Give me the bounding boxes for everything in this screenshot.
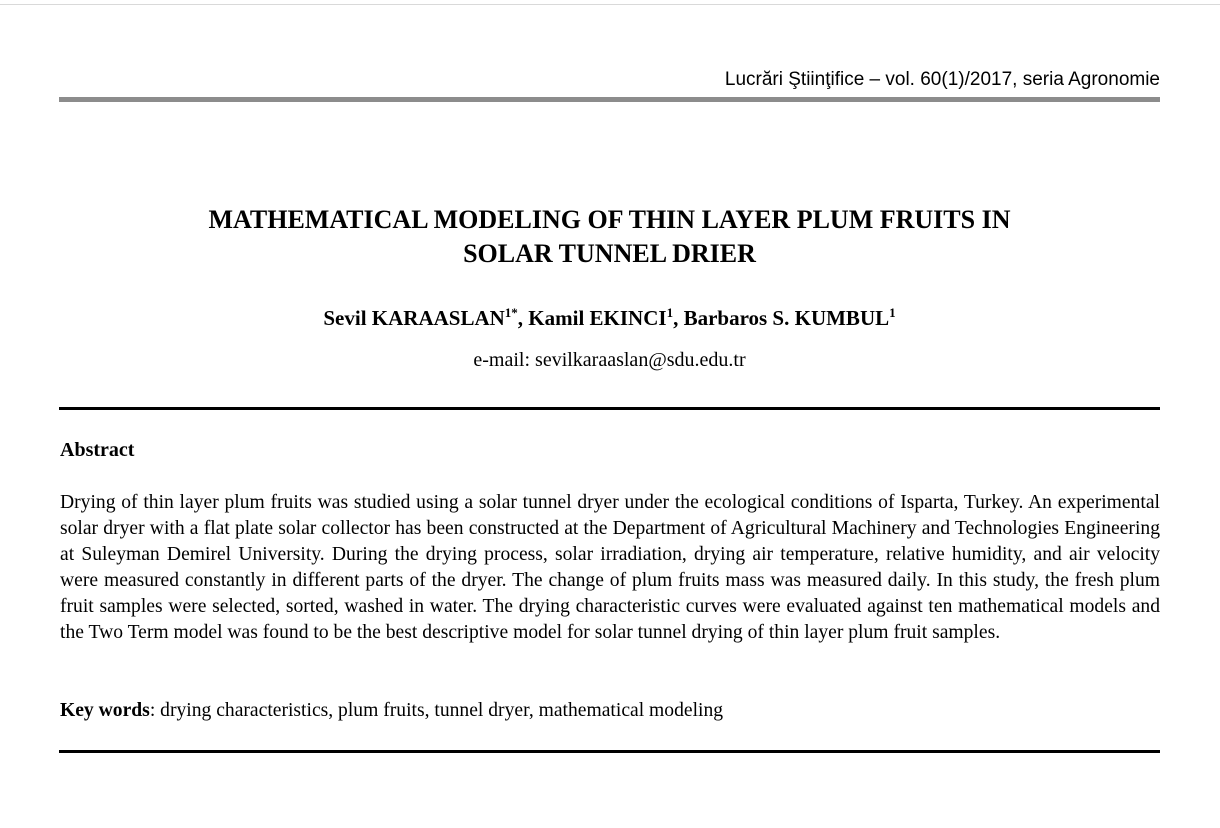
author-name: Kamil EKINCI [528, 306, 667, 330]
author-separator: , [673, 306, 684, 330]
keywords-text: : drying characteristics, plum fruits, tunnel dryer, mathematical modeling [149, 700, 724, 721]
keywords-label: Key words [60, 700, 150, 721]
author-affiliation: 1 [889, 305, 896, 320]
abstract-bottom-rule [59, 750, 1160, 753]
journal-running-header: Lucrări Ştiinţifice – vol. 60(1)/2017, seria Agronomie [724, 69, 1160, 90]
abstract-top-rule [59, 407, 1160, 410]
author-email: e-mail: sevilkaraaslan@sdu.edu.tr [473, 349, 746, 371]
paper-title [59, 203, 1160, 271]
author-name: Sevil KARAASLAN [323, 306, 505, 330]
keywords-line [60, 700, 1160, 722]
viewer-top-border [0, 4, 1220, 5]
abstract-body: Drying of thin layer plum fruits was studied using a solar tunnel dryer under the ecological conditions of Isparta, Turkey. An experimental solar dryer with a flat plate solar collector has been constructed at the Department of Agricultural Machinery and Technologies Engineering at Suleyman Demirel University. During the drying process, solar irradiation, drying air temperature, relative humidity, and air velocity were measured constantly in different parts of the dryer. The change of plum fruits mass was measured daily. In this study, the fresh plum fruit samples were selected, sorted, washed in water. The drying characteristic curves were evaluated against ten mathematical models and the Two Term model was found to be the best descriptive model for solar tunnel drying of thin layer plum fruit samples. [60, 492, 1160, 644]
author-affiliation: 1* [504, 305, 518, 320]
author-separator: , [517, 306, 529, 330]
author-affiliation: 1 [666, 305, 674, 320]
header-rule [59, 97, 1160, 102]
paper-title-line-1: MATHEMATICAL MODELING OF THIN LAYER PLUM FRUITS IN [208, 205, 1011, 234]
abstract-heading: Abstract [60, 439, 135, 461]
author-name: Barbaros S. KUMBUL [683, 306, 890, 330]
paper-title-line-2: SOLAR TUNNEL DRIER [463, 239, 756, 268]
author-list [59, 306, 1160, 331]
